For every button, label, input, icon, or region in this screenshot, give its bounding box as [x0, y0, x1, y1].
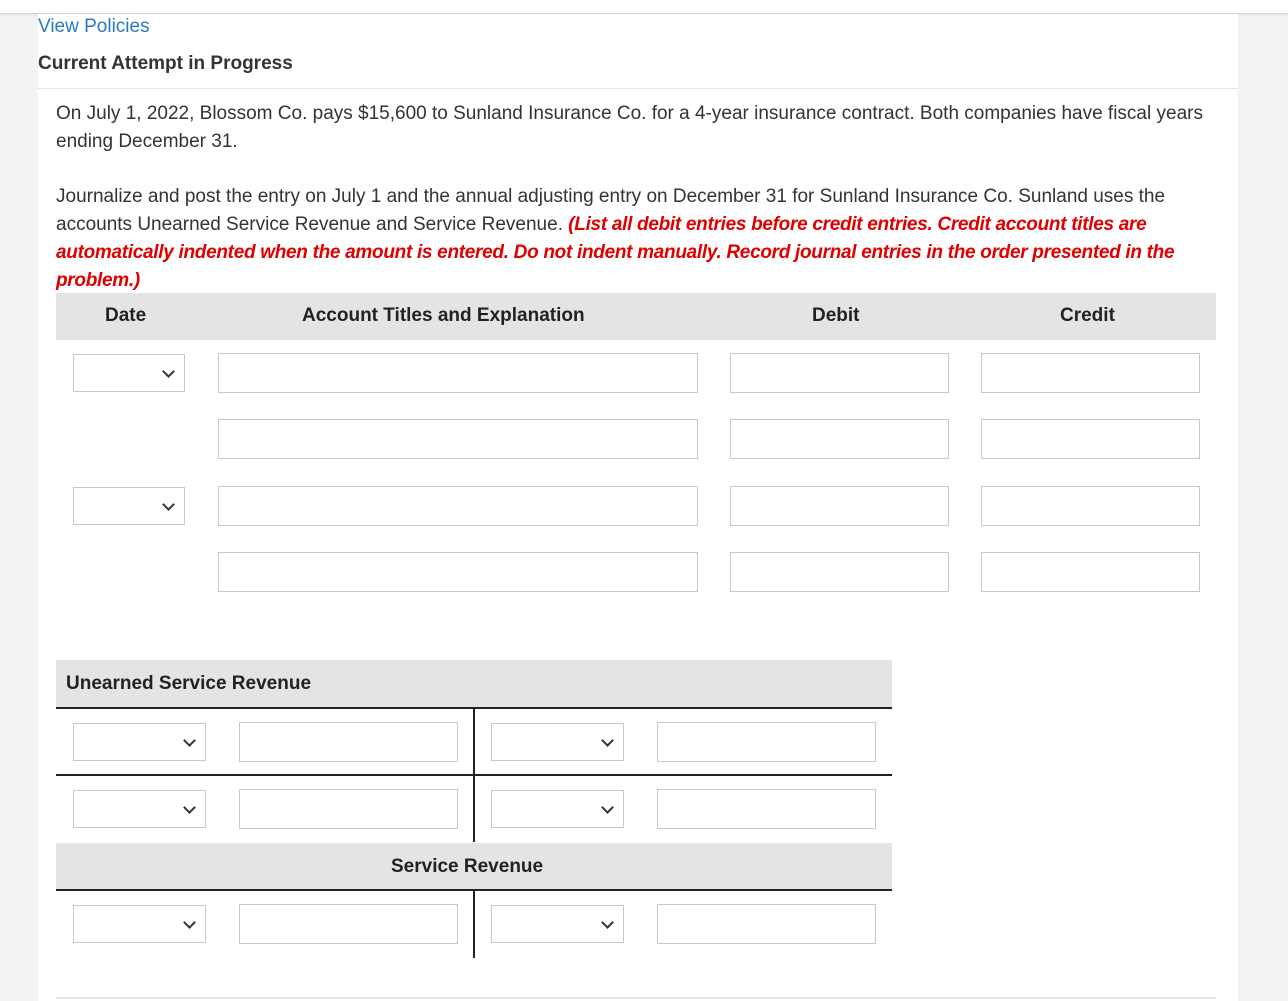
t-account-service-header — [56, 843, 892, 891]
journal-date-select-2[interactable] — [73, 487, 185, 525]
journal-account-input-2[interactable] — [218, 419, 698, 459]
chevron-down-icon — [162, 498, 175, 511]
journal-date-select-1[interactable] — [73, 354, 185, 392]
problem-task-text: Journalize and post the entry on July 1 and the annual adjusting entry on December 31 for Sunland Insurance Co. Sunland uses the accounts Unearned Service Revenue and Service Revenue. — [56, 186, 1166, 235]
chevron-down-icon — [601, 916, 614, 929]
journal-debit-input-2[interactable] — [730, 419, 949, 459]
journal-credit-input-1[interactable] — [981, 353, 1200, 393]
unearned-credit-amount-input-1[interactable] — [657, 722, 876, 762]
problem-paragraph-2 — [56, 183, 1221, 295]
journal-header — [56, 293, 1216, 340]
top-bar — [0, 0, 1288, 14]
divider — [38, 88, 1238, 89]
t-account-service-center-line — [473, 891, 475, 958]
unearned-debit-amount-input-2[interactable] — [239, 789, 458, 829]
attempt-status: Current Attempt in Progress — [38, 53, 293, 74]
chevron-down-icon — [183, 801, 196, 814]
unearned-credit-date-select-2[interactable] — [491, 790, 624, 828]
journal-credit-input-4[interactable] — [981, 552, 1200, 592]
journal-header-date: Date — [105, 305, 147, 326]
view-policies-link[interactable]: View Policies — [38, 16, 150, 37]
t-account-unearned-title: Unearned Service Revenue — [66, 673, 312, 694]
problem-paragraph-1: On July 1, 2022, Blossom Co. pays $15,600 to Sunland Insurance Co. for a 4-year insurance contract. Both companies have fiscal years ending December 31. — [56, 103, 1203, 152]
journal-header-account: Account Titles and Explanation — [302, 305, 585, 326]
chevron-down-icon — [601, 801, 614, 814]
journal-credit-input-3[interactable] — [981, 486, 1200, 526]
journal-header-debit: Debit — [812, 305, 860, 326]
service-debit-date-select-1[interactable] — [73, 905, 206, 943]
journal-credit-input-2[interactable] — [981, 419, 1200, 459]
journal-account-input-1[interactable] — [218, 353, 698, 393]
journal-account-input-3[interactable] — [218, 486, 698, 526]
journal-debit-input-4[interactable] — [730, 552, 949, 592]
unearned-credit-date-select-1[interactable] — [491, 723, 624, 761]
chevron-down-icon — [601, 734, 614, 747]
journal-account-input-4[interactable] — [218, 552, 698, 592]
journal-debit-input-3[interactable] — [730, 486, 949, 526]
unearned-credit-amount-input-2[interactable] — [657, 789, 876, 829]
chevron-down-icon — [183, 916, 196, 929]
t-account-unearned-header — [56, 660, 892, 708]
problem-statement — [56, 100, 1221, 295]
chevron-down-icon — [183, 734, 196, 747]
journal-header-credit: Credit — [1060, 305, 1115, 326]
problem-instructions: (List all debit entries before credit entries. Credit account titles are automatically indented when the amount is entered. Do not indent manually. Record journal entries in the order presented in the problem.) — [56, 214, 1175, 291]
question-panel — [38, 14, 1238, 1001]
service-credit-date-select-1[interactable] — [491, 905, 624, 943]
unearned-debit-amount-input-1[interactable] — [239, 722, 458, 762]
journal-debit-input-1[interactable] — [730, 353, 949, 393]
unearned-debit-date-select-1[interactable] — [73, 723, 206, 761]
bottom-divider — [56, 997, 1216, 999]
t-account-row-line — [56, 774, 892, 776]
t-account-service-title: Service Revenue — [391, 856, 544, 877]
service-debit-amount-input-1[interactable] — [239, 904, 458, 944]
service-credit-amount-input-1[interactable] — [657, 904, 876, 944]
unearned-debit-date-select-2[interactable] — [73, 790, 206, 828]
chevron-down-icon — [162, 365, 175, 378]
